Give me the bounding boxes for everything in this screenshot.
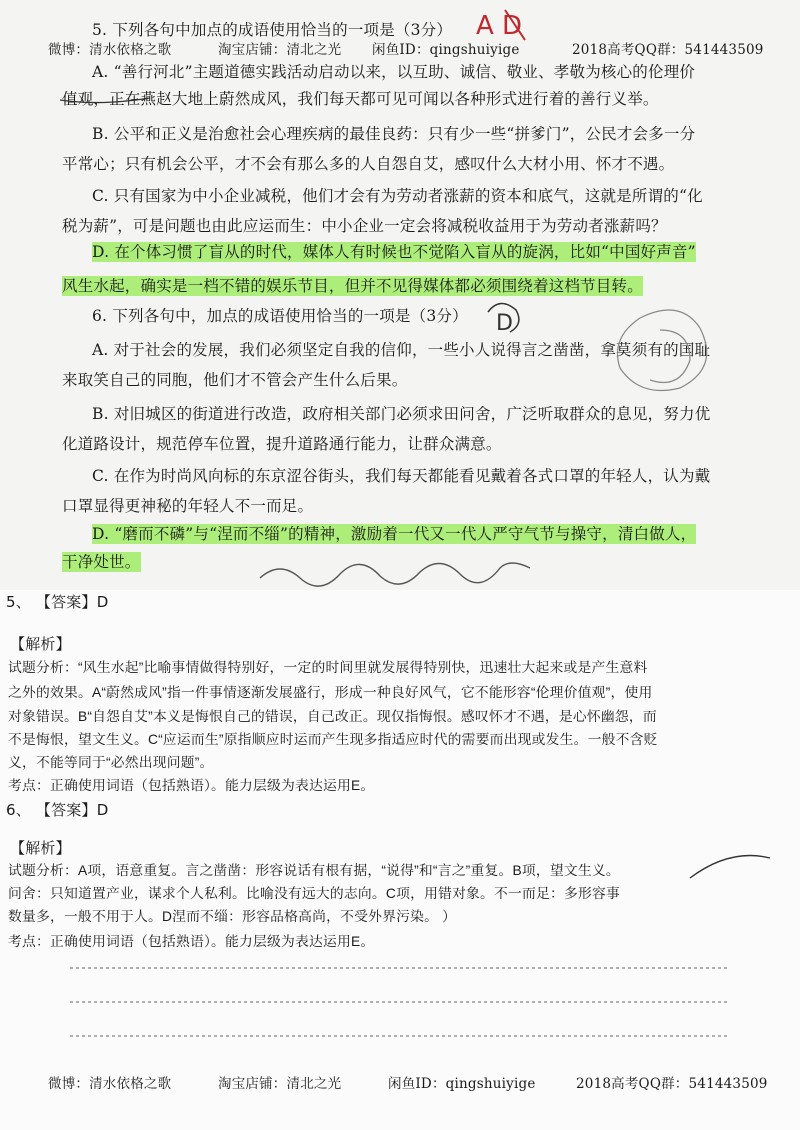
answer5-line4: 不是悔恨，望文生义。C“应运而生”原指顺应时运而产生现多指适应时代的需要而出现或发生。一般不含贬 bbox=[8, 732, 658, 747]
header-qq: 2018高考QQ群：541443509 bbox=[572, 42, 764, 58]
answer5-line3: 对象错误。B“自怨自艾”本义是悔恨自己的错误，自己改正。现仅指悔恨。感叹怀才不遇，是心怀幽怨，而 bbox=[8, 709, 657, 724]
q5-option-b-line2: 平常心；只有机会公平，才不会有那么多的人自怨自艾，感叹什么大材小用、怀才不遇。 bbox=[62, 155, 675, 173]
q6-option-d-line2: 干净处世。 bbox=[62, 553, 141, 571]
footer-weibo: 微博：清水依格之歌 bbox=[48, 1076, 172, 1092]
handwritten-answer: A D bbox=[476, 11, 523, 41]
q6-option-b-line2: 化道路设计，规范停车位置，提升道路通行能力，让群众满意。 bbox=[62, 435, 502, 453]
q5-stem: 5. 下列各句中加点的成语使用恰当的一项是（3分） bbox=[92, 21, 453, 39]
header-weibo: 微博：清水依格之歌 bbox=[48, 42, 172, 58]
q5-option-d-line1: D. 在个体习惯了盲从的时代，媒体人有时候也不觉陷入盲从的旋涡，比如“中国好声音” bbox=[92, 243, 696, 261]
header-xianyu: 闲鱼ID：qingshuiyige bbox=[372, 42, 520, 58]
q5-option-c-line2: 税为薪”，可是问题也由此应运而生：中小企业一定会将减税收益用于为劳动者涨薪吗？ bbox=[62, 217, 667, 235]
q6-option-d-line1: D. “磨而不磷”与“涅而不缁”的精神，激励着一代又一代人严守气节与操守，清白做人， bbox=[92, 525, 697, 543]
answer5-line5: 义，不能等同于“必然出现问题”。 bbox=[8, 755, 214, 770]
q6-option-c-line1: C. 在作为时尚风向标的东京涩谷街头，我们每天都能看见戴着各式口罩的年轻人，认为戴 bbox=[92, 467, 711, 485]
answer5-line6: 考点：正确使用词语（包括熟语）。能力层级为表达运用E。 bbox=[8, 778, 375, 793]
q5-option-c-line1: C. 只有国家为中小企业减税，他们才会有为劳动者涨薪的资本和底气，这就是所谓的“化 bbox=[92, 187, 703, 205]
answer6-line2: 问舍：只知道置产业，谋求个人私利。比喻没有远大的志向。C项，用错对象。不一而足：多形容事 bbox=[8, 886, 621, 901]
answer6-line3: 数量多，一般不用于人。D涅而不缁：形容品格高尚，不受外界污染。 ） bbox=[8, 909, 457, 924]
answer6-line1: 试题分析：A项，语意重复。言之凿凿：形容说话有根有据，“说得”和“言之”重复。B项，望文生义。 bbox=[8, 863, 620, 878]
footer-qq: 2018高考QQ群：541443509 bbox=[576, 1076, 768, 1092]
answer5-line1: 试题分析：“风生水起”比喻事情做得特别好，一定的时间里就发展得特别快，迅速壮大起来或是产生意料 bbox=[8, 660, 648, 675]
header-taobao: 淘宝店铺：清北之光 bbox=[218, 42, 342, 58]
answer6-analysis-title: 【解析】 bbox=[10, 839, 71, 857]
answer6-label: 6、 【答案】D bbox=[6, 801, 109, 819]
q5-option-b-line1: B. 公平和正义是治愈社会心理疾病的最佳良药：只有少一些“拼爹门”，公民才会多一分 bbox=[92, 125, 696, 143]
answer5-analysis-title: 【解析】 bbox=[10, 635, 71, 653]
handwritten-q6-mark: D bbox=[496, 311, 513, 336]
footer-xianyu: 闲鱼ID：qingshuiyige bbox=[388, 1076, 536, 1092]
q6-option-a-line2: 来取笑自己的同胞，他们才不管会产生什么后果。 bbox=[62, 371, 408, 389]
q6-option-b-line1: B. 对旧城区的街道进行改造，政府相关部门必须求田问舍，广泛听取群众的息见，努力优 bbox=[92, 405, 711, 423]
q6-option-a-line1: A. 对于社会的发展，我们必须坚定自我的信仰，一些小人说得言之凿凿，拿莫须有的国耻 bbox=[92, 341, 711, 359]
q5-option-d-line2: 风生水起，确实是一档不错的娱乐节目，但并不见得媒体都必须围绕着这档节目转。 bbox=[62, 277, 643, 295]
answer5-line2: 之外的效果。A“蔚然成风”指一件事情逐渐发展盛行，形成一种良好风气，它不能形容“伦理价值观”，使用 bbox=[8, 685, 653, 700]
q6-stem: 6. 下列各句中，加点的成语使用恰当的一项是（3分） bbox=[92, 307, 468, 325]
q5-option-a-line1: A. “善行河北”主题道德实践活动启动以来，以互助、诚信、敬业、孝敬为核心的伦理价 bbox=[92, 63, 696, 81]
answer6-line4: 考点：正确使用词语（包括熟语）。能力层级为表达运用E。 bbox=[8, 934, 375, 949]
q5-option-a-line2: 值观，正在燕赵大地上蔚然成风，我们每天都可见可闻以各种形式进行着的善行义举。 bbox=[62, 90, 659, 108]
answer5-label: 5、 【答案】D bbox=[6, 593, 109, 611]
footer-taobao: 淘宝店铺：清北之光 bbox=[218, 1076, 342, 1092]
q6-option-c-line2: 口罩显得更神秘的年轻人不一而足。 bbox=[62, 497, 314, 515]
